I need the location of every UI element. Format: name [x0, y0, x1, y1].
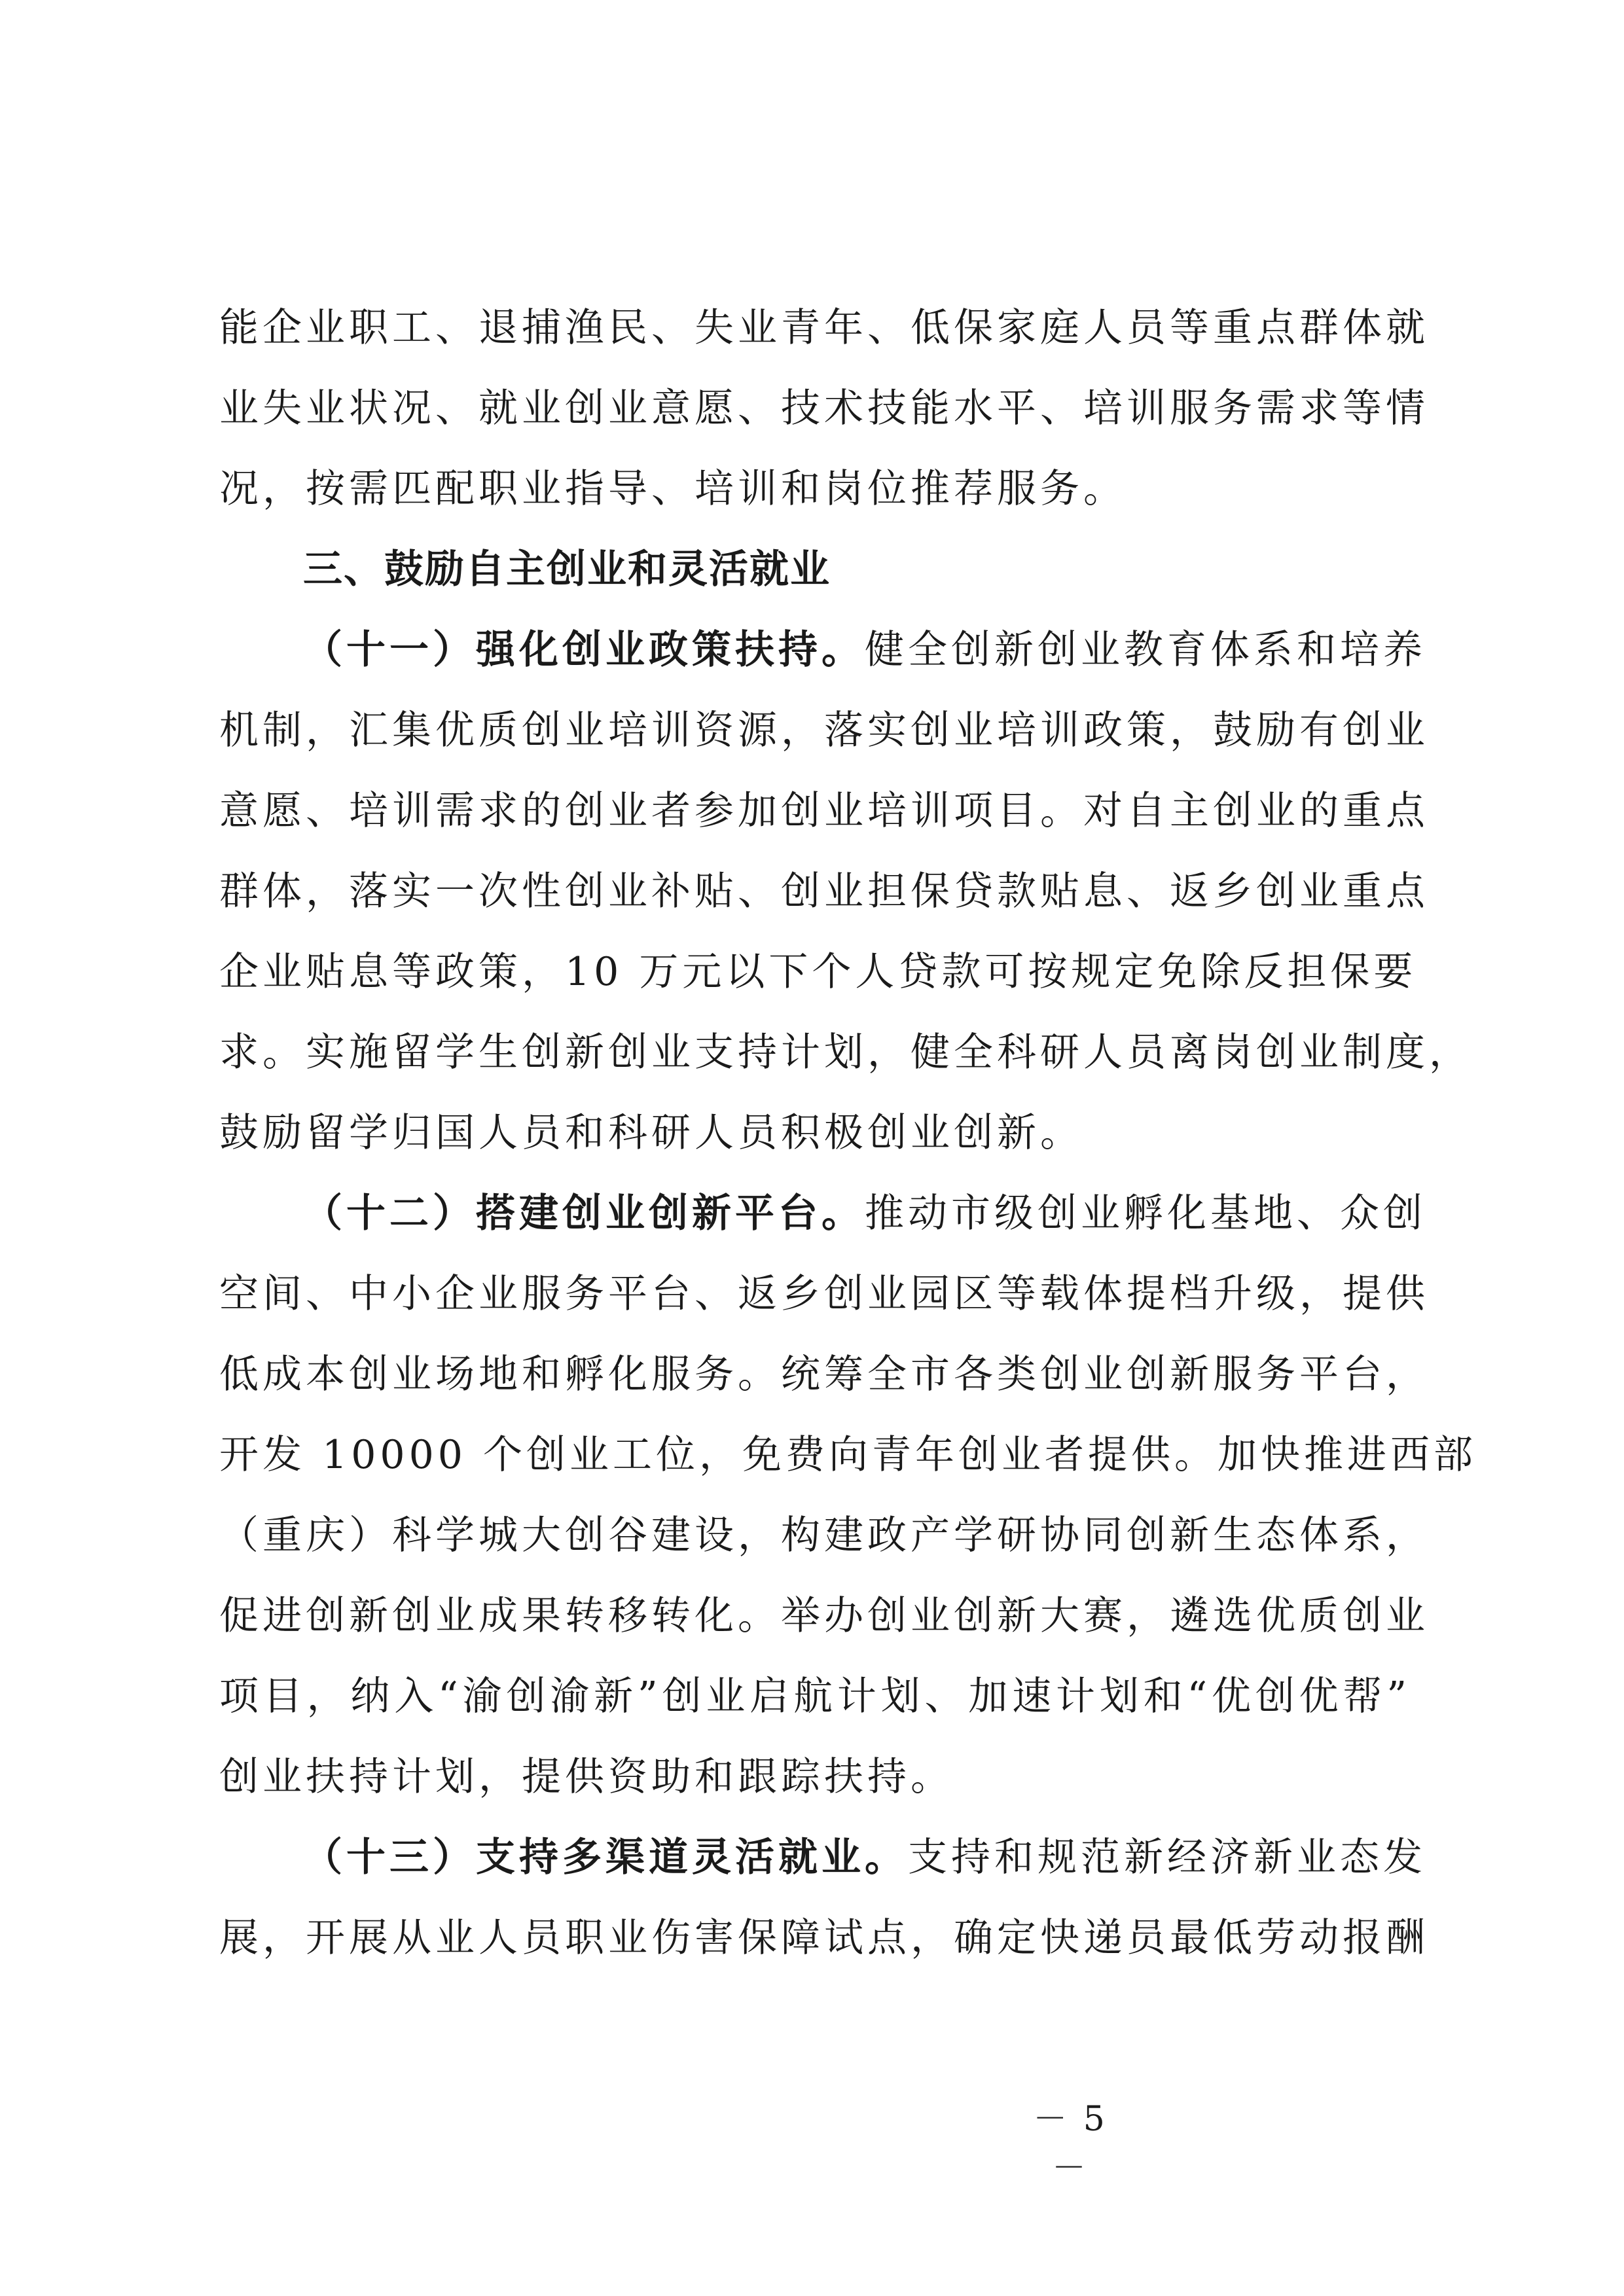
text-line: 项目，纳入“渝创渝新”创业启航计划、加速计划和“优创优帮”	[219, 1674, 1411, 1719]
item-lead: （十一）强化创业政策扶持。	[303, 627, 865, 673]
text-line: 促进创新创业成果转移转化。举办创业创新大赛，遴选优质创业	[219, 1593, 1429, 1639]
text-line: （重庆）科学城大创谷建设，构建政产学研协同创新生态体系，	[219, 1513, 1429, 1558]
item-lead: （十三）支持多渠道灵活就业。	[303, 1835, 908, 1880]
text-line: 开发 10000 个创业工位，免费向青年创业者提供。加快推进西部	[219, 1432, 1477, 1478]
section-heading: 三、鼓励自主创业和灵活就业	[303, 547, 831, 592]
text-line: 业失业状况、就业创业意愿、技术技能水平、培训服务需求等情	[219, 386, 1429, 431]
text-line: 机制，汇集优质创业培训资源，落实创业培训政策，鼓励有创业	[219, 708, 1429, 753]
text-line: 能企业职工、退捕渔民、失业青年、低保家庭人员等重点群体就	[219, 305, 1429, 351]
text-line: 意愿、培训需求的创业者参加创业培训项目。对自主创业的重点	[219, 788, 1429, 834]
text-line: 低成本创业场地和孵化服务。统筹全市各类创业创新服务平台，	[219, 1352, 1429, 1397]
text-line: 群体，落实一次性创业补贴、创业担保贷款贴息、返乡创业重点	[219, 869, 1429, 914]
item-lead: （十二）搭建创业创新平台。	[303, 1191, 865, 1236]
item-text: 推动市级创业孵化基地、众创	[865, 1191, 1426, 1236]
item-first-line	[219, 1174, 1426, 1254]
text-line: 况，按需匹配职业指导、培训和岗位推荐服务。	[219, 466, 1127, 512]
document-body	[219, 288, 1477, 1979]
page-number: － 5 －	[1033, 2100, 1108, 2188]
item-text: 健全创新创业教育体系和培养	[865, 627, 1426, 673]
text-line: 企业贴息等政策，10 万元以下个人贷款可按规定免除反担保要	[219, 949, 1417, 995]
text-line: 鼓励留学归国人员和科研人员积极创业创新。	[219, 1110, 1083, 1156]
item-text: 支持和规范新经济新业态发	[908, 1835, 1426, 1880]
item-first-line	[219, 610, 1426, 691]
text-line: 求。实施留学生创新创业支持计划，健全科研人员离岗创业制度，	[219, 1030, 1472, 1075]
text-line: 空间、中小企业服务平台、返乡创业园区等载体提档升级，提供	[219, 1271, 1429, 1317]
text-line: 创业扶持计划，提供资助和跟踪扶持。	[219, 1754, 954, 1800]
text-line: 展，开展从业人员职业伤害保障试点，确定快递员最低劳动报酬	[219, 1915, 1429, 1961]
item-first-line	[219, 1818, 1426, 1898]
